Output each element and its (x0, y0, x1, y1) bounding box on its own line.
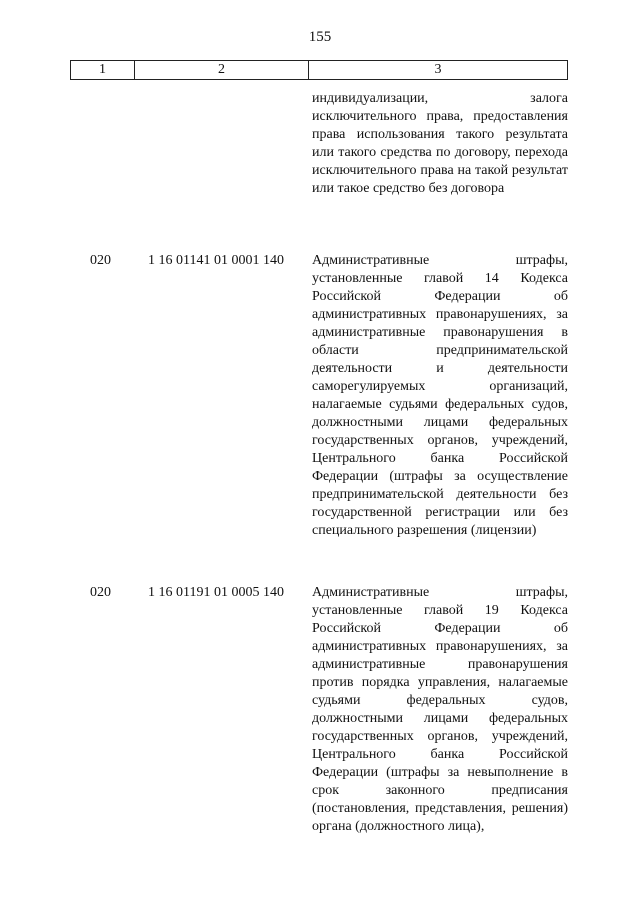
column-header-table (70, 60, 568, 80)
admin-code: 020 (90, 585, 111, 600)
page-number: 155 (308, 29, 332, 45)
row-description: Административные штрафы, установленные главой 14 Кодекса Российской Федерации об административных правонарушениях, за административные правонарушения в области предпринимательской деятельности и деятельности саморегулируемых организаций, налагаемые судьями федеральных судов, должностными лицами федеральных государственных органов, учреждений, Центрального банка Российской Федерации (штрафы за осуществление предпринимательской деятельности без государственной регистрации или без специального разрешения (лицензии) (312, 253, 568, 538)
continued-description: индивидуализации, залога исключительного права, предоставления права использования такого результата или такого средства по договору, перехода исключительного права на такой результат или такое средство без договора (312, 91, 568, 196)
budget-classification-code: 1 16 01141 01 0001 140 (148, 253, 284, 268)
row-description: Административные штрафы, установленные главой 19 Кодекса Российской Федерации об административных правонарушениях, за административные правонарушения против порядка управления, налагаемые судьями федеральных судов, должностными лицами федеральных государственных органов, учреждений, Центрального банка Российской Федерации (штрафы за невыполнение в срок законного предписания (постановления, представления, решения) органа (должностного лица), (312, 585, 568, 834)
column-header-1: 1 (71, 61, 135, 80)
budget-classification-code: 1 16 01191 01 0005 140 (148, 585, 284, 600)
column-header-3: 3 (309, 61, 568, 80)
column-header-row (71, 61, 568, 80)
column-header-2: 2 (135, 61, 309, 80)
admin-code: 020 (90, 253, 111, 268)
